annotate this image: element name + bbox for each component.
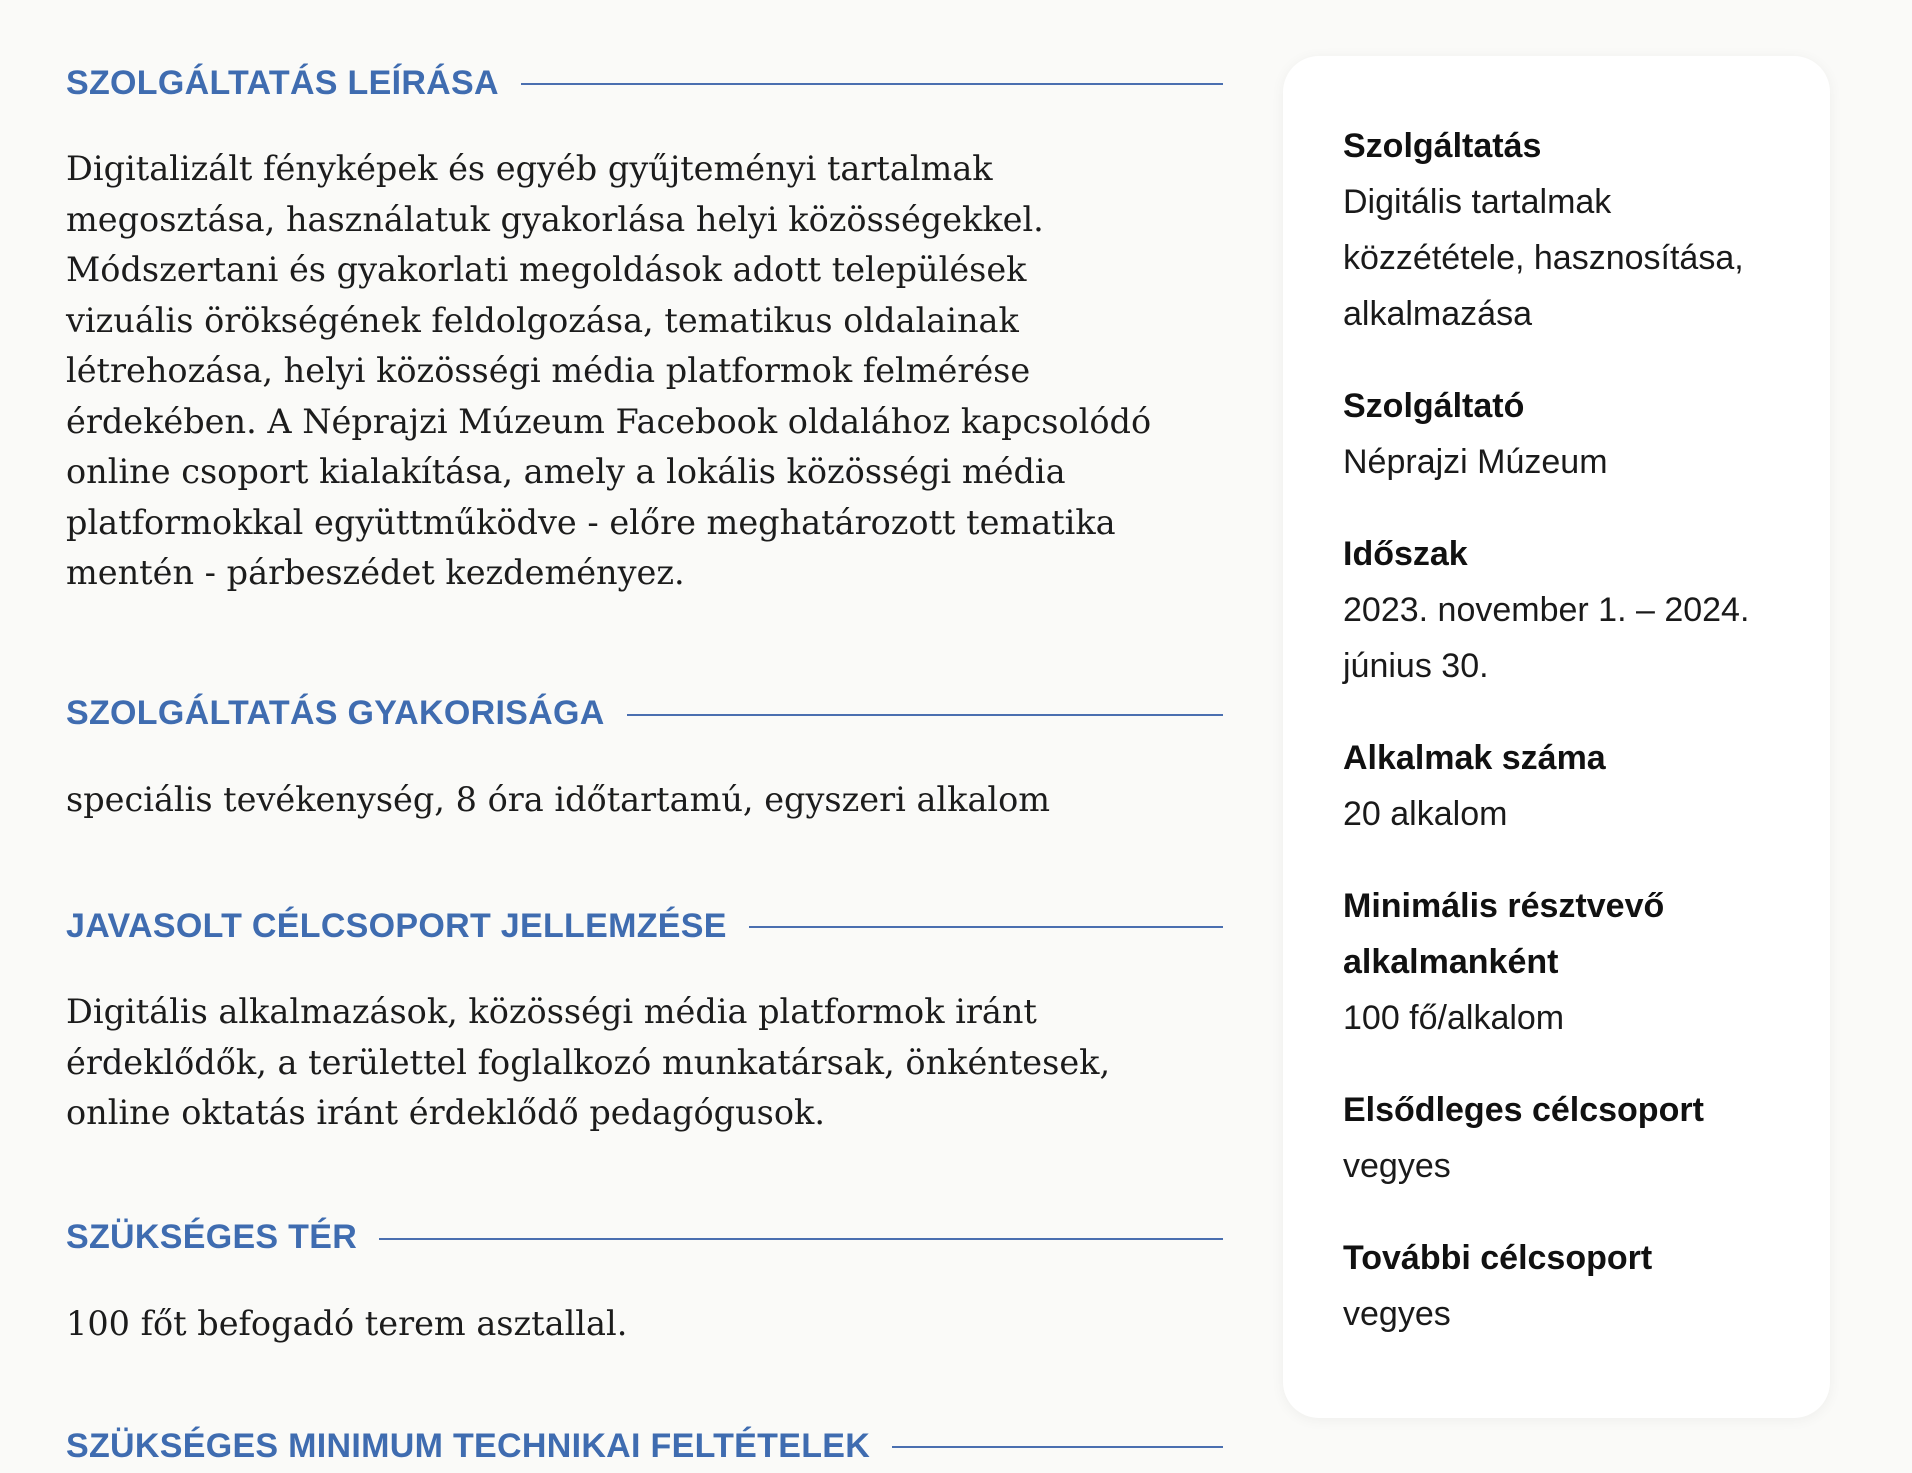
section-divider (892, 1446, 1223, 1448)
info-label: Szolgáltatás (1343, 127, 1542, 165)
section-heading (66, 899, 1223, 953)
section-heading (66, 56, 1223, 110)
info-item-primary-target (1343, 1082, 1790, 1194)
section-title: SZÜKSÉGES MINIMUM TECHNIKAI FELTÉTELEK (66, 1426, 871, 1465)
info-item-service (1343, 118, 1790, 342)
section-text: 100 főt befogadó terem asztallal. (66, 1303, 628, 1343)
section-title: SZOLGÁLTATÁS LEÍRÁSA (66, 63, 499, 102)
info-item-additional-target (1343, 1230, 1790, 1342)
info-value: Néprajzi Múzeum (1343, 443, 1608, 481)
info-value: Digitális tartalmak közzététele, hasznosítása, alkalmazása (1343, 183, 1744, 333)
section-text: speciális tevékenység, 8 óra időtartamú, egyszeri alkalom (66, 779, 1051, 819)
service-info-card (1283, 56, 1830, 1418)
info-item-min-participants (1343, 878, 1790, 1046)
section-title: SZOLGÁLTATÁS GYAKORISÁGA (66, 694, 605, 732)
info-label: Szolgáltató (1343, 387, 1525, 425)
info-label: Minimális résztvevő alkalmanként (1343, 887, 1665, 981)
section-description (66, 56, 1223, 599)
info-value: vegyes (1343, 1295, 1451, 1333)
info-value: 2023. november 1. – 2024. június 30. (1343, 591, 1750, 685)
info-label: Elsődleges célcsoport (1343, 1091, 1704, 1129)
section-divider (627, 714, 1223, 716)
info-value: 100 fő/alkalom (1343, 999, 1565, 1037)
section-divider (749, 926, 1223, 928)
section-heading (66, 1211, 1223, 1265)
info-item-occasions (1343, 730, 1790, 842)
info-label: További célcsoport (1343, 1239, 1653, 1277)
section-divider (521, 83, 1223, 85)
section-heading (66, 1419, 1223, 1473)
info-value: 20 alkalom (1343, 795, 1508, 833)
info-item-provider (1343, 378, 1790, 490)
section-text: Digitális alkalmazások, közösségi média platformok iránt érdeklődők, a területtel foglalkozó munkatársak, önkéntesek, online oktatás iránt érdeklődő pedagógusok. (66, 992, 1111, 1132)
section-frequency (66, 687, 1223, 826)
info-label: Időszak (1343, 535, 1468, 573)
section-heading (66, 687, 1223, 741)
section-title: JAVASOLT CÉLCSOPORT JELLEMZÉSE (66, 906, 727, 945)
section-required-space (66, 1211, 1223, 1350)
service-details (66, 56, 1223, 1473)
info-item-period (1343, 526, 1790, 694)
section-technical-requirements (66, 1419, 1223, 1473)
section-text: Digitalizált fényképek és egyéb gyűjteményi tartalmak megosztása, használatuk gyakorlása helyi közösségekkel. Módszertani és gyakorlati megoldások adott települések vizuális örökségének feldolgozása, tematikus oldalainak létrehozása, helyi közösségi média platformok felmérése érdekében. A Néprajzi Múzeum Facebook oldalához kapcsolódó online csoport kialakítása, amely a lokális közösségi média platformokkal együttműködve - előre meghatározott tematika mentén - párbeszédet kezdeményez. (66, 149, 1152, 592)
info-value: vegyes (1343, 1147, 1451, 1185)
info-label: Alkalmak száma (1343, 739, 1606, 777)
section-title: SZÜKSÉGES TÉR (66, 1218, 358, 1256)
section-target-group (66, 899, 1223, 1139)
section-divider (379, 1238, 1223, 1240)
